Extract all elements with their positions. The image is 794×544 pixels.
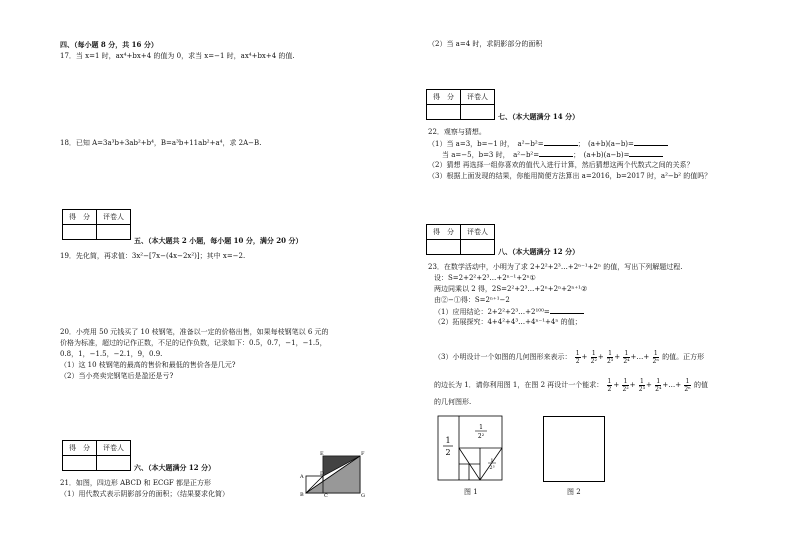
label-two-squared: 2²	[477, 433, 485, 440]
section8-heading: 八、（本大题满分 12 分）	[498, 247, 580, 256]
question-20-line4: （1）这 10 枝钢笔的最高的售价和最低的售价各是几元?	[60, 361, 236, 369]
op-plus: +	[646, 381, 652, 389]
den: 2³	[638, 385, 646, 393]
question-17: 17．当 x=1 时，ax⁴+bx+4 的值为 0，求当 x=−1 时，ax⁴+bx+4 的值.	[60, 52, 295, 60]
question-20-line5: （2）当小亮卖完钢笔后是盈还是亏?	[60, 372, 174, 380]
label-one: 1	[479, 424, 483, 431]
question-23-line2: 设：S=2+2²+2³…+2ⁿ⁻¹+2ⁿ①	[434, 274, 536, 282]
score-cell[interactable]	[63, 225, 97, 240]
num: 1	[656, 377, 661, 385]
q23-line5-text: （1）应用结论：2+2²+2³…+2¹⁰⁰=	[434, 308, 550, 316]
den: 2²	[622, 385, 629, 393]
question-22-line2	[428, 150, 663, 160]
den: 2⁴	[623, 357, 630, 365]
question-20-line2: 价格为标准，超过的记作正数，不足的记作负数，记录如下：0.5，0.7，−1，−1.5，	[60, 339, 327, 347]
frac-1-2sq	[591, 350, 597, 365]
grader-cell[interactable]	[97, 456, 131, 471]
question-20-line1: 20．小亮用 50 元钱买了 10 枝钢笔，准备以一定的价格出售，如果每枝钢笔以 6 元的	[60, 328, 329, 336]
score-table-5	[62, 209, 131, 240]
score-label: 得 分	[63, 441, 97, 456]
score-cell[interactable]	[427, 105, 461, 120]
question-23-line6: （2）拓展探究：4+4²+4³…+4ⁿ⁻¹+4ⁿ 的值；	[434, 318, 582, 326]
q22-line2-a: 当 a=−5，b=3 时， a²−b²=	[428, 151, 540, 159]
answer-blank[interactable]	[539, 150, 573, 157]
num: 1	[624, 349, 629, 357]
op-plus: +	[614, 353, 621, 361]
question-20-line3: 0.8，1，−1.5，−2.1，9，0.9.	[60, 350, 163, 358]
label-F: F	[361, 451, 365, 457]
frac-1-2cube	[639, 378, 645, 393]
section6-heading: 六、（本大题满分 12 分）	[134, 463, 216, 472]
question-23-line8	[434, 375, 708, 395]
q22-line1-a: （1）当 a=3，b=−1 时， a²−b²=	[428, 140, 544, 148]
question-21-line3: （2）当 a=4 时，求阴影部分的面积	[428, 40, 543, 48]
op-plus: +	[613, 381, 620, 389]
question-19: 19．先化简，再求值：3x²−[7x−(4x−2x²)]；其中 x=−2.	[60, 252, 246, 260]
num: 1	[623, 377, 628, 385]
question-18: 18．已知 A=3a³b+3ab²+b⁴，B=a³b+11ab²+a⁴，求 2A−B.	[60, 139, 262, 147]
label-two-cubed: 2³	[489, 465, 495, 471]
grader-label: 评卷人	[97, 441, 131, 456]
score-label: 得 分	[63, 210, 97, 225]
grader-cell[interactable]	[97, 225, 131, 240]
op-plus: +	[597, 353, 604, 361]
op-dots: +…+	[662, 381, 682, 389]
label-C: C	[324, 493, 328, 498]
q23-line7-b: 的值。正方形	[662, 353, 705, 361]
grader-cell[interactable]	[461, 105, 495, 120]
q22-line2-b: ； (a+b)(a−b)=	[573, 151, 630, 159]
num: 1	[575, 349, 580, 357]
op-plus: +	[629, 381, 636, 389]
figure-21-squares	[298, 448, 370, 498]
label-one: 1	[445, 436, 451, 445]
answer-blank[interactable]	[544, 139, 578, 146]
den: 2	[575, 357, 580, 365]
num: 1	[685, 377, 690, 385]
op-plus: +	[581, 353, 588, 361]
num: 1	[608, 349, 612, 357]
question-22-line1	[428, 139, 668, 149]
question-23-line4: 由②−①得：S=2ⁿ⁺¹−2	[434, 296, 510, 304]
question-23-line3: 两边同乘以 2 得，2S=2²+2³…+2ⁿ+2ⁿ+2ⁿ⁺¹②	[434, 285, 588, 293]
label-E: E	[320, 451, 324, 457]
label-D: D	[320, 471, 325, 477]
grader-label: 评卷人	[461, 225, 495, 240]
question-22-line3: （2）猜想 再选择一组你喜欢的值代入进行计算，然后猜想这两个代数式之间的关系？	[428, 161, 694, 169]
label-A: A	[300, 474, 304, 480]
op-dots: +…+	[630, 353, 650, 361]
score-cell[interactable]	[63, 456, 97, 471]
question-22-line4: （3）根据上面发现的结果，你能用简便方法算出 a=2016，b=2017 时，a²−b² 的值吗？	[428, 172, 712, 180]
section4-heading: 四、（每小题 8 分，共 16 分）	[60, 40, 158, 49]
grader-label: 评卷人	[97, 210, 131, 225]
score-table-8	[426, 224, 495, 255]
question-23-line7	[434, 347, 704, 367]
label-B: B	[300, 492, 304, 498]
den: 2²	[590, 357, 597, 365]
grader-cell[interactable]	[461, 240, 495, 255]
frac-1-2	[575, 350, 581, 365]
frac-1-2pow4	[623, 350, 629, 365]
answer-blank[interactable]	[634, 139, 668, 146]
num: 1	[607, 377, 612, 385]
score-label: 得 分	[427, 90, 461, 105]
section5-heading: 五、（本大题共 2 小题，每小题 10 分，满分 20 分）	[134, 236, 303, 245]
label-G: G	[361, 493, 365, 498]
grader-label: 评卷人	[461, 90, 495, 105]
frac-1-2	[607, 378, 613, 393]
q23-line7-a: （3）小明设计一个如图的几何图形来表示：	[434, 353, 572, 361]
answer-blank[interactable]	[629, 150, 663, 157]
frac-1-2n	[684, 378, 690, 393]
question-21-line1: 21．如图，四边形 ABCD 和 ECGF 都是正方形	[60, 479, 212, 487]
score-table-6	[62, 440, 131, 471]
score-cell[interactable]	[427, 240, 461, 255]
frac-1-2pow4	[655, 378, 661, 393]
q22-line1-b: ； (a+b)(a−b)=	[577, 140, 634, 148]
answer-blank[interactable]	[550, 307, 584, 314]
frac-1-2sq	[622, 378, 628, 393]
figure-2-caption: 图 2	[567, 488, 581, 496]
num: 1	[591, 349, 596, 357]
den: 2ⁿ	[652, 357, 659, 365]
figure-1-caption: 图 1	[464, 488, 478, 496]
question-22: 22．观察与猜想。	[428, 128, 486, 136]
frac-1-2n	[653, 350, 659, 365]
section7-heading: 七、（本大题满分 14 分）	[498, 112, 580, 121]
question-23-line1: 23．在数学活动中，小明为了求 2+2²+2³…+2ⁿ⁻¹+2ⁿ 的值，写出下列解题过程.	[428, 263, 683, 271]
num: 1	[653, 349, 658, 357]
label-two: 2	[445, 448, 451, 457]
q23-line8-b: 的值	[693, 381, 708, 389]
num: 1	[639, 377, 644, 385]
question-23-line9: 的几何图形.	[434, 398, 472, 406]
figure-1-subdivided-square	[437, 415, 505, 483]
label-one: 1	[490, 458, 494, 464]
question-21-line2: （1）用代数式表示阴影部分的面积；（结果要求化简）	[60, 490, 229, 498]
score-label: 得 分	[427, 225, 461, 240]
question-23-line5	[434, 307, 584, 317]
q23-line8-a: 的边长为 1．请你利用图 1，在图 2 再设计一个能求：	[434, 381, 604, 389]
den: 2⁴	[655, 385, 662, 393]
score-table-7	[426, 89, 495, 120]
den: 2ⁿ	[684, 385, 691, 393]
frac-1-2cube	[607, 350, 613, 365]
den: 2³	[606, 357, 614, 365]
figure-2-empty-square[interactable]	[543, 416, 605, 482]
den: 2	[607, 385, 612, 393]
